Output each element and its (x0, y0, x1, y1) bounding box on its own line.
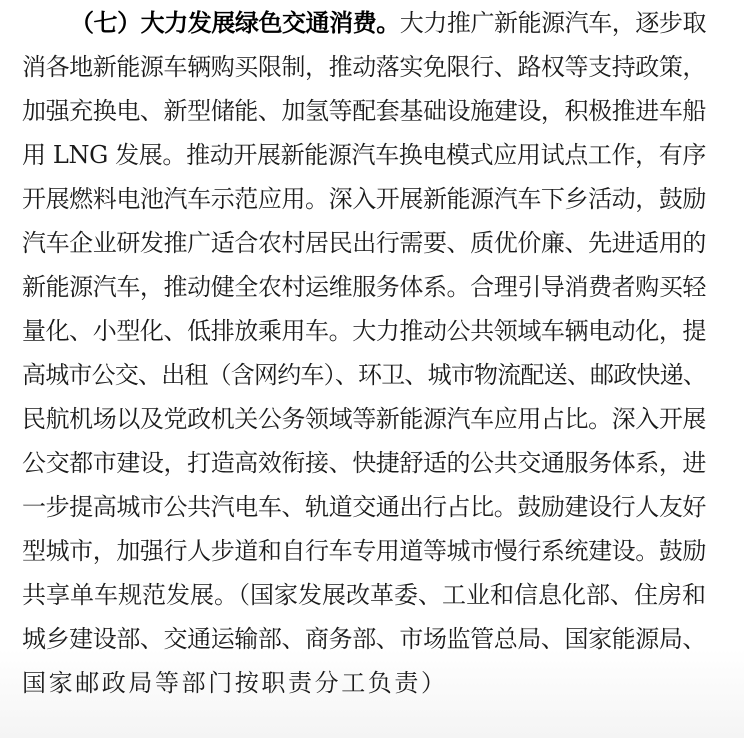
paragraph-line-1 (70, 8, 706, 38)
paragraph-line-16: 国家邮政局等部门按职责分工负责） (22, 669, 448, 697)
paragraph-line-5: 开展燃料电池汽车示范应用。深入开展新能源汽车下乡活动，鼓励 (22, 185, 706, 213)
paragraph-line-7: 新能源汽车，推动健全农村运维服务体系。合理引导消费者购买轻 (22, 273, 706, 301)
paragraph-line-4: 用 LNG 发展。推动开展新能源汽车换电模式应用试点工作，有序 (22, 141, 706, 169)
paragraph-line-3: 加强充换电、新型储能、加氢等配套基础设施建设，积极推进车船 (22, 97, 706, 125)
paragraph-line-15: 城乡建设部、交通运输部、商务部、市场监管总局、国家能源局、 (22, 625, 706, 653)
paragraph-line-2: 消各地新能源车辆购买限制，推动落实免限行、路权等支持政策， (22, 53, 706, 81)
paragraph-line-11: 公交都市建设，打造高效衔接、快捷舒适的公共交通服务体系，进 (22, 449, 706, 477)
paragraph-line-10: 民航机场以及党政机关公务领域等新能源汽车应用占比。深入开展 (22, 405, 706, 433)
paragraph-line-8: 量化、小型化、低排放乘用车。大力推动公共领域车辆电动化，提 (22, 317, 706, 345)
paragraph-line-12: 一步提高城市公共汽电车、轨道交通出行占比。鼓励建设行人友好 (22, 493, 706, 521)
paragraph-line-14: 共享单车规范发展。（国家发展改革委、工业和信息化部、住房和 (22, 581, 706, 609)
paragraph-line-6: 汽车企业研发推广适合农村居民出行需要、质优价廉、先进适用的 (22, 229, 706, 257)
paragraph-line-9: 高城市公交、出租（含网约车）、环卫、城市物流配送、邮政快递、 (22, 361, 706, 389)
line-text: 大力推广新能源汽车，逐步取 (399, 9, 707, 37)
paragraph-line-13: 型城市，加强行人步道和自行车专用道等城市慢行系统建设。鼓励 (22, 537, 706, 565)
section-heading: （七）大力发展绿色交通消费。 (70, 8, 400, 37)
